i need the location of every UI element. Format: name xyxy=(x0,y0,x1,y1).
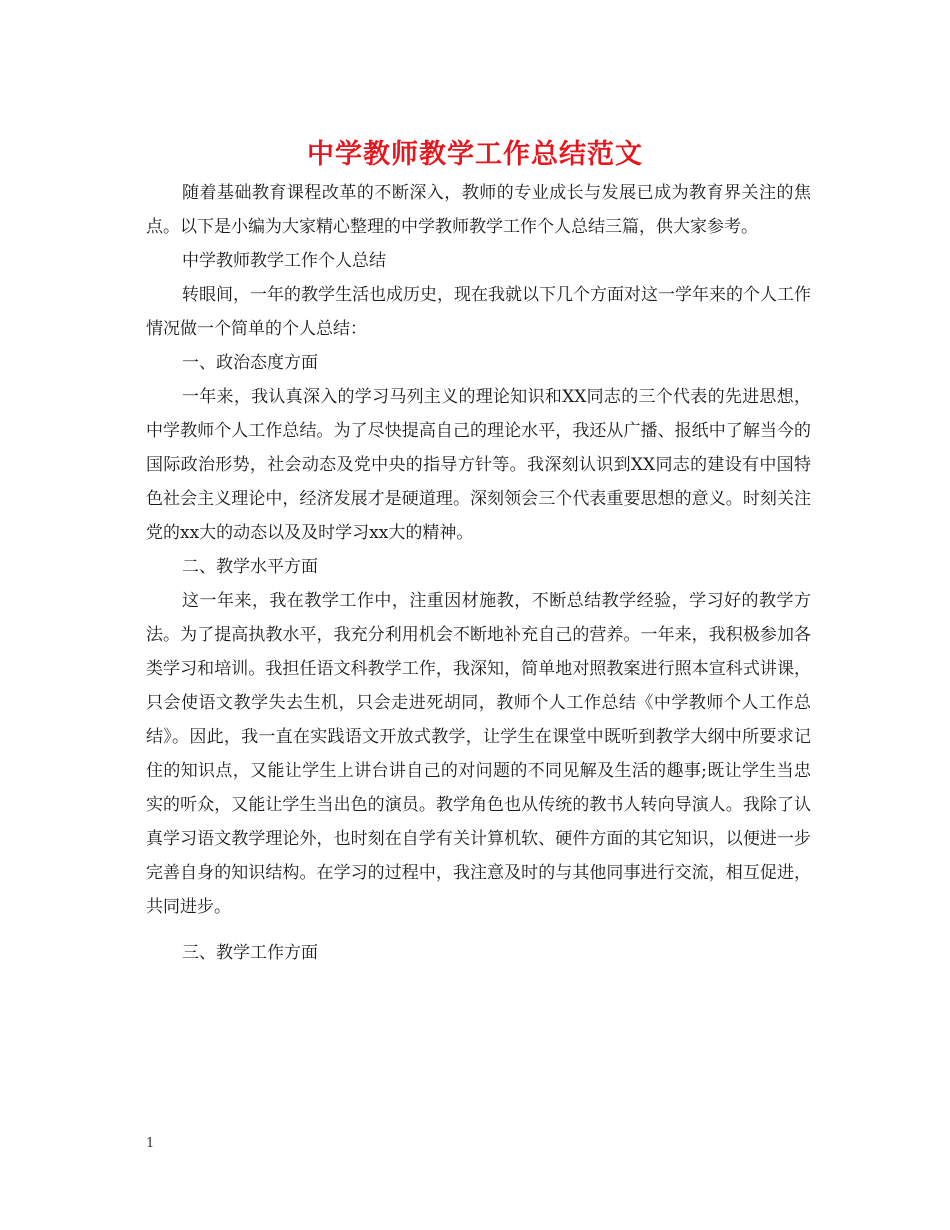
intro-paragraph: 随着基础教育课程改革的不断深入，教师的专业成长与发展已成为教育界关注的焦点。以下是小编为大家精心整理的中学教师教学工作个人总结三篇，供大家参考。 xyxy=(146,183,811,237)
opening-paragraph: 转眼间，一年的教学生活也成历史，现在我就以下几个方面对这一学年来的个人工作情况做一个简单的个人总结： xyxy=(146,285,811,339)
section-title-personal-summary: 中学教师教学工作个人总结 xyxy=(182,251,386,271)
document-title: 中学教师教学工作总结范文 xyxy=(307,139,643,170)
heading-teaching-work: 三、教学工作方面 xyxy=(182,943,318,963)
paragraph-political-attitude: 一年来，我认真深入的学习马列主义的理论知识和XX同志的三个代表的先进思想，中学教师个人工作总结。为了尽快提高自己的理论水平，我还从广播、报纸中了解当今的国际政治形势，社会动态及党中央的指导方针等。我深刻认识到XX同志的建设有中国特色社会主义理论中，经济发展才是硬道理。深刻领会三个代表重要思想的意义。时刻关注党的xx大的动态以及及时学习xx大的精神。 xyxy=(146,387,811,543)
document-body xyxy=(146,176,811,970)
heading-political-attitude: 一、政治态度方面 xyxy=(182,353,318,373)
paragraph-teaching-level: 这一年来，我在教学工作中，注重因材施教，不断总结教学经验，学习好的教学方法。为了提高执教水平，我充分利用机会不断地补充自己的营养。一年来，我积极参加各类学习和培训。我担任语文科教学工作，我深知，简单地对照教案进行照本宣科式讲课，只会使语文教学失去生机，只会走进死胡同，教师个人工作总结《中学教师个人工作总结》。因此，我一直在实践语文开放式教学，让学生在课堂中既听到教学大纲中所要求记住的知识点，又能让学生上讲台讲自己的对问题的不同见解及生活的趣事;既让学生当忠实的听众，又能让学生当出色的演员。教学角色也从传统的教书人转向导演人。我除了认真学习语文教学理论外，也时刻在自学有关计算机软、硬件方面的其它知识，以便进一步完善自身的知识结构。在学习的过程中，我注意及时的与其他同事进行交流，相互促进，共同进步。 xyxy=(146,591,811,917)
heading-teaching-level: 二、教学水平方面 xyxy=(182,557,318,577)
page-number: 1 xyxy=(146,1136,155,1151)
